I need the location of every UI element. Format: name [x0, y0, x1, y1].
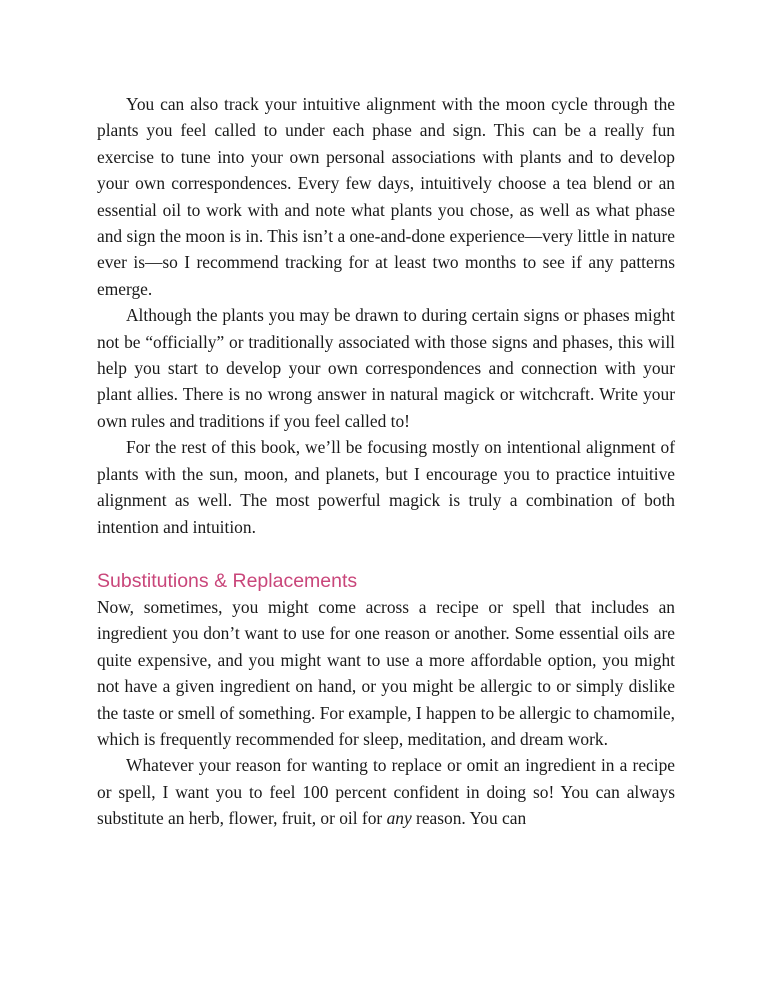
section-heading: Substitutions & Replacements [97, 569, 358, 592]
paragraph-plant-allies: Although the plants you may be drawn to during certain signs or phases might not be “officially” or traditionally associated with those signs and phases, this will help you start to develop your own correspondences and connection with your plant allies. There is no wrong answer in natural magick or witchcraft. Write your own rules and traditions if you feel called to! [97, 305, 675, 431]
paragraph-replace-omit-end: reason. You can [411, 808, 527, 829]
paragraph-replace-omit-start: Whatever your reason for wanting to replace or omit an ingredient in a recipe or spell, I want you to feel 100 percent confident in doing so! You can always substitute an herb, flower, fruit, or oil for [97, 755, 675, 829]
paragraph-moon-tracking: You can also track your intuitive alignment with the moon cycle through the plants you feel called to under each phase and sign. This can be a really fun exercise to tune into your own personal associations with plants and to develop your own correspondences. Every few days, intuitively choose a tea blend or an essential oil to work with and note what plants you chose, as well as what phase and sign the moon is in. This isn’t a one-and-done experience—very little in nature ever is—so I recommend tracking for at least two months to see if any patterns emerge. [97, 94, 675, 299]
paragraph-intention-intuition: For the rest of this book, we’ll be focusing mostly on intentional alignment of plants with the sun, moon, and planets, but I encourage you to practice intuitive alignment as well. The most powerful magick is truly a combination of both intention and intuition. [97, 437, 675, 537]
paragraph-substitutions: Now, sometimes, you might come across a recipe or spell that includes an ingredient you don’t want to use for one reason or another. Some essential oils are quite expensive, and you might want to use a more affordable option, you might not have a given ingredient on hand, or you might be allergic to or simply dislike the taste or smell of something. For example, I happen to be allergic to chamomile, which is frequently recommended for sleep, meditation, and dream work. [97, 596, 675, 749]
emphasis-any: any [386, 808, 412, 829]
paragraph-replace-omit [97, 752, 675, 831]
page-body [97, 91, 675, 832]
